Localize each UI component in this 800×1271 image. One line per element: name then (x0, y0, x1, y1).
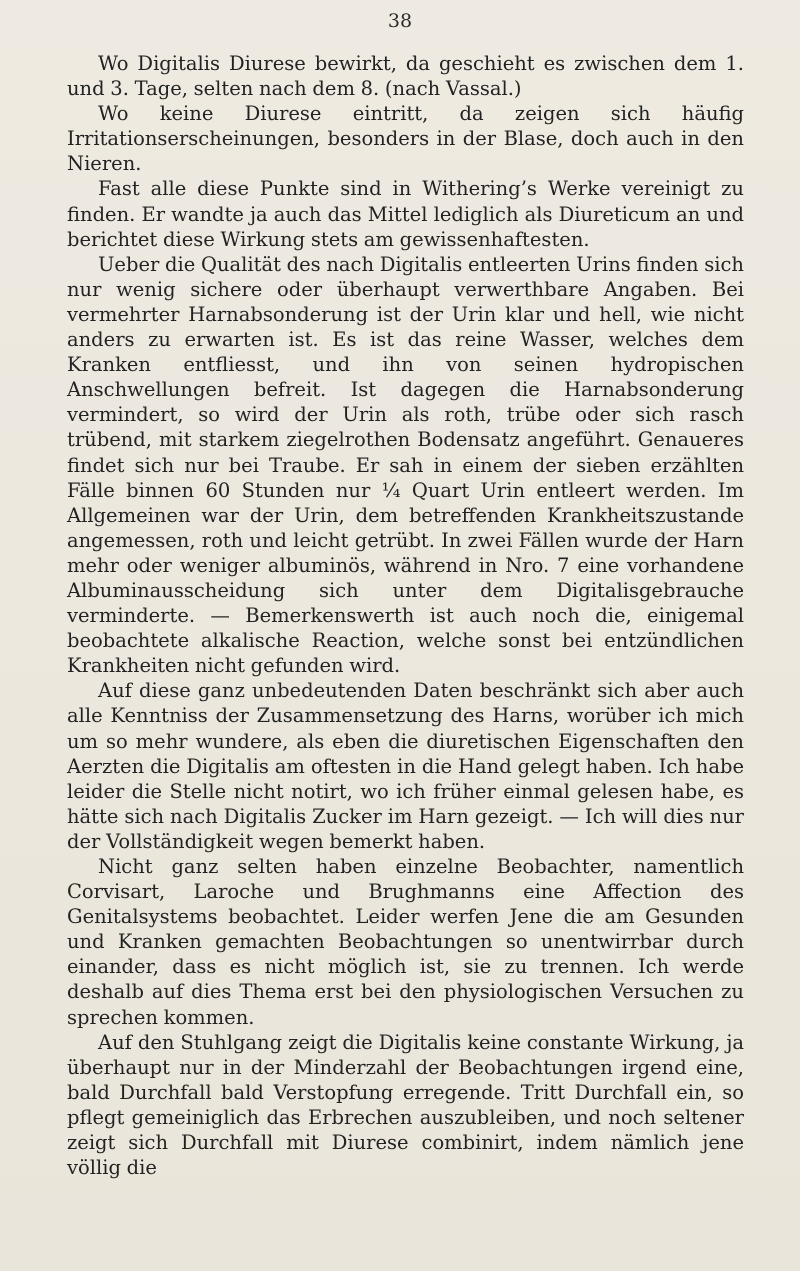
paragraph-6: Nicht ganz selten haben einzelne Beobachter, namentlich Corvisart, Laroche und Brughmanns eine Affection des Genitalsystems beobachtet. Leider werfen Jene die am Gesunden und Kranken gemachten Beobachtungen so unentwirrbar durch einander, dass es nicht möglich ist, sie zu trennen. Ich werde deshalb auf dies Thema erst bei den physiologischen Versuchen zu sprechen kommen. (67, 855, 744, 1029)
paragraph-2: Wo keine Diurese eintritt, da zeigen sich häufig Irritationserscheinungen, besonders in der Blase, doch auch in den Nieren. (67, 102, 744, 176)
body-text (67, 51, 744, 1180)
paragraph-3: Fast alle diese Punkte sind in Withering’s Werke vereinigt zu finden. Er wandte ja auch das Mittel lediglich als Diureticum an und berichtet diese Wirkung stets am gewissenhaftesten. (67, 177, 744, 251)
paragraph-5: Auf diese ganz unbedeutenden Daten beschränkt sich aber auch alle Kenntniss der Zusammensetzung des Harns, worüber ich mich um so mehr wundere, als eben die diuretischen Eigenschaften den Aerzten die Digitalis am oftesten in die Hand gelegt haben. Ich habe leider die Stelle nicht notirt, wo ich früher einmal gelesen habe, es hätte sich nach Digitalis Zucker im Harn gezeigt. — Ich will dies nur der Vollständigkeit wegen bemerkt haben. (67, 679, 744, 853)
page-number: 38 (387, 10, 413, 32)
paragraph-1: Wo Digitalis Diurese bewirkt, da geschieht es zwischen dem 1. und 3. Tage, selten nach dem 8. (nach Vassal.) (67, 52, 744, 101)
paragraph-7: Auf den Stuhlgang zeigt die Digitalis keine constante Wirkung, ja überhaupt nur in der Minderzahl der Beobachtungen irgend eine, bald Durchfall bald Verstopfung erregende. Tritt Durchfall ein, so pflegt gemeiniglich das Erbrechen auszubleiben, und noch seltener zeigt sich Durchfall mit Diurese combinirt, indem nämlich jene völlig die (67, 1030, 744, 1180)
paragraph-4: Ueber die Qualität des nach Digitalis entleerten Urins finden sich nur wenig sichere oder überhaupt verwerthbare Angaben. Bei vermehrter Harnabsonderung ist der Urin klar und hell, wie nicht anders zu erwarten ist. Es ist das reine Wasser, welches dem Kranken entfliesst, und ihn von seinen hydropischen Anschwellungen befreit. Ist dagegen die Harnabsonderung vermindert, so wird der Urin als roth, trübe oder sich rasch trübend, mit starkem ziegelrothen Bodensatz angeführt. Genaueres findet sich nur bei Traube. Er sah in einem der sieben erzählten Fälle binnen 60 Stunden nur ¼ Quart Urin entleert werden. Im Allgemeinen war der Urin, dem betreffenden Krankheitszustande angemessen, roth und leicht getrübt. In zwei Fällen wurde der Harn mehr oder weniger albuminös, während in Nro. 7 eine vorhandene Albuminausscheidung sich unter dem Digitalisgebrauche verminderte. — Bemerkenswerth ist auch noch die, einigemal beobachtete alkalische Reaction, welche sonst bei entzündlichen Krankheiten nicht gefunden wird. (67, 252, 744, 678)
